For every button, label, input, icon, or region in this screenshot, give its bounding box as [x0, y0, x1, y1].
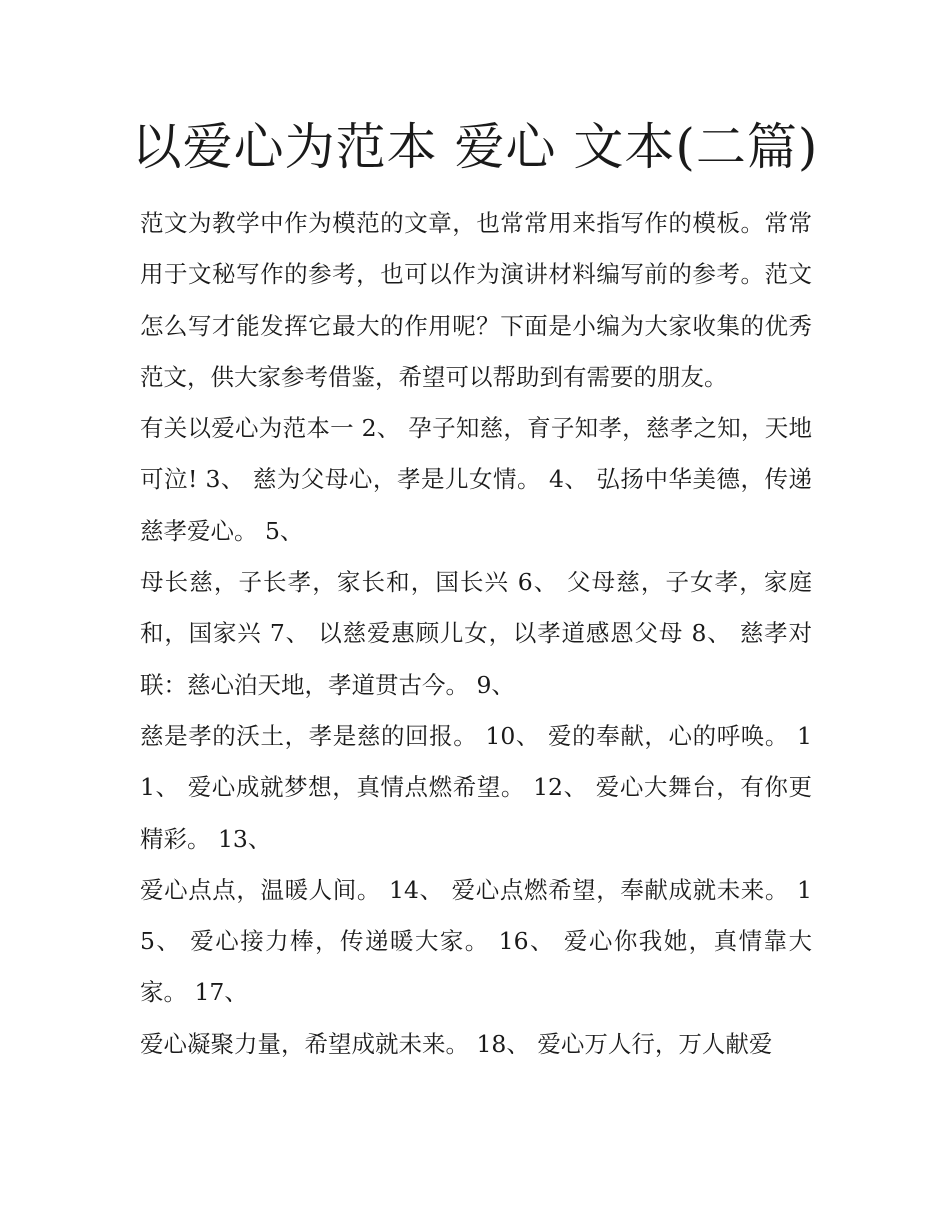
slogan-paragraph-5: 爱心凝聚力量，希望成就未来。 18、 爱心万人行，万人献爱 [140, 1029, 773, 1058]
document-body [140, 198, 812, 1070]
intro-paragraph: 范文为教学中作为模范的文章，也常常用来指写作的模板。常常用于文秘写作的参考，也可以作为演讲材料编写前的参考。范文怎么写才能发挥它最大的作用呢？下面是小编为大家收集的优秀范文，供大家参考借鉴，希望可以帮助到有需要的朋友。 [140, 209, 812, 391]
slogan-paragraph-4: 爱心点点，温暖人间。 14、 爱心点燃希望，奉献成就未来。 15、 爱心接力棒，传递暖大家。 16、 爱心你我她，真情靠大家。 17、 [140, 875, 812, 1007]
document-title: 以爱心为范本 爱心 文本(二篇) [131, 118, 819, 176]
slogan-paragraph-3: 慈是孝的沃土，孝是慈的回报。 10、 爱的奉献，心的呼唤。 11、 爱心成就梦想，真情点燃希望。 12、 爱心大舞台，有你更精彩。 13、 [140, 721, 812, 853]
slogan-paragraph-2: 母长慈，子长孝，家长和，国长兴 6、 父母慈，子女孝，家庭和，国家兴 7、 以慈爱惠顾儿女，以孝道感恩父母 8、 慈孝对联：慈心泊天地，孝道贯古今。 9、 [140, 568, 812, 699]
slogan-paragraph-1: 有关以爱心为范本一 2、 孕子知慈，育子知孝，慈孝之知，天地可泣! 3、 慈为父母心，孝是儿女情。 4、 弘扬中华美德，传递慈孝爱心。 5、 [140, 414, 812, 545]
